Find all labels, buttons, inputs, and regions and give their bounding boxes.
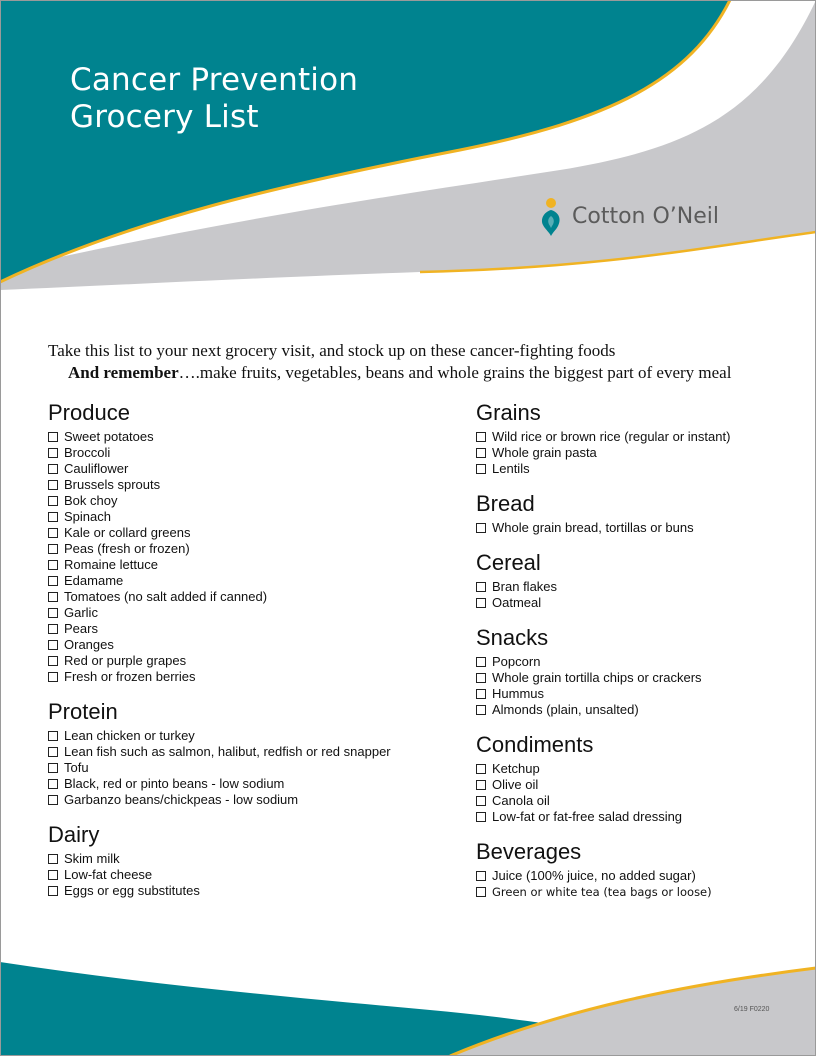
item-label: Lentils — [492, 461, 530, 476]
item-label: Whole grain bread, tortillas or buns — [492, 520, 694, 535]
list-item — [476, 884, 796, 900]
intro-line-2 — [48, 362, 788, 384]
section-heading: Condiments — [476, 732, 594, 757]
list-item — [48, 744, 448, 760]
title-line-1: Cancer Prevention — [70, 62, 359, 98]
checkbox[interactable] — [48, 672, 58, 682]
checkbox[interactable] — [476, 780, 486, 790]
logo-figure-icon — [538, 196, 564, 236]
section-beverages — [476, 839, 796, 900]
checkbox[interactable] — [48, 656, 58, 666]
section-bread — [476, 491, 796, 536]
section-heading: Dairy — [48, 822, 100, 847]
item-label: Skim milk — [64, 851, 120, 866]
checkbox[interactable] — [48, 640, 58, 650]
list-item — [48, 493, 448, 509]
checkbox[interactable] — [476, 432, 486, 442]
section-heading: Produce — [48, 400, 130, 425]
right-column — [476, 400, 796, 914]
cotton-oneil-logo — [538, 196, 719, 236]
list-item — [48, 477, 448, 493]
section-produce — [48, 400, 448, 685]
intro-rest: ….make fruits, vegetables, beans and whole grains the biggest part of every meal — [178, 363, 732, 382]
checkbox[interactable] — [48, 731, 58, 741]
checkbox[interactable] — [48, 608, 58, 618]
list-item — [476, 670, 796, 686]
checkbox[interactable] — [48, 854, 58, 864]
checkbox[interactable] — [48, 496, 58, 506]
list-item — [476, 654, 796, 670]
list-item — [48, 605, 448, 621]
section-snacks — [476, 625, 796, 718]
list-item — [476, 686, 796, 702]
list-item — [48, 792, 448, 808]
checkbox[interactable] — [48, 624, 58, 634]
list-item — [476, 429, 796, 445]
list-item — [48, 760, 448, 776]
title-line-2: Grocery List — [70, 99, 259, 135]
checkbox[interactable] — [476, 598, 486, 608]
list-item — [48, 776, 448, 792]
item-label: Broccoli — [64, 445, 111, 460]
checkbox[interactable] — [48, 795, 58, 805]
item-label: Sweet potatoes — [64, 429, 154, 444]
list-item — [48, 883, 448, 899]
checkbox[interactable] — [476, 871, 486, 881]
intro-line-1: Take this list to your next grocery visit, and stock up on these cancer-fighting foods — [48, 341, 616, 360]
checkbox[interactable] — [476, 705, 486, 715]
list-item — [48, 429, 448, 445]
section-heading: Grains — [476, 400, 541, 425]
item-label: Bok choy — [64, 493, 118, 508]
item-label: Whole grain pasta — [492, 445, 597, 460]
list-item — [48, 637, 448, 653]
intro-bold: And remember — [68, 363, 179, 382]
list-item — [476, 595, 796, 611]
item-label: Whole grain tortilla chips or crackers — [492, 670, 702, 685]
item-label: Edamame — [64, 573, 124, 588]
intro-text — [48, 340, 788, 384]
section-heading: Bread — [476, 491, 535, 516]
item-label: Peas (fresh or frozen) — [64, 541, 190, 556]
item-label: Cauliflower — [64, 461, 129, 476]
item-label: Black, red or pinto beans - low sodium — [64, 776, 285, 791]
section-condiments — [476, 732, 796, 825]
item-label: Oranges — [64, 637, 114, 652]
item-label: Almonds (plain, unsalted) — [492, 702, 639, 717]
list-item — [48, 728, 448, 744]
item-label: Lean chicken or turkey — [64, 728, 195, 743]
checkbox[interactable] — [48, 576, 58, 586]
list-item — [48, 541, 448, 557]
checkbox[interactable] — [48, 560, 58, 570]
list-item — [476, 809, 796, 825]
logo-text: Cotton O’Neil — [572, 203, 719, 229]
checkbox[interactable] — [476, 796, 486, 806]
item-label: Kale or collard greens — [64, 525, 191, 540]
checkbox[interactable] — [476, 582, 486, 592]
list-item — [476, 579, 796, 595]
list-item — [476, 520, 796, 536]
list-item — [48, 461, 448, 477]
checkbox[interactable] — [476, 464, 486, 474]
checkbox[interactable] — [476, 812, 486, 822]
list-item — [48, 621, 448, 637]
list-item — [476, 868, 796, 884]
section-protein — [48, 699, 448, 808]
checkbox[interactable] — [48, 448, 58, 458]
item-label: Wild rice or brown rice (regular or instant) — [492, 429, 731, 444]
list-item — [476, 777, 796, 793]
checkbox[interactable] — [48, 870, 58, 880]
item-label: Popcorn — [492, 654, 541, 669]
checkbox[interactable] — [476, 887, 486, 897]
left-column — [48, 400, 448, 913]
list-item — [476, 793, 796, 809]
list-item — [48, 573, 448, 589]
section-heading: Cereal — [476, 550, 541, 575]
list-item — [476, 461, 796, 477]
form-code: 6/19 F0220 — [734, 1006, 770, 1013]
item-label: Red or purple grapes — [64, 653, 187, 668]
checkbox[interactable] — [48, 528, 58, 538]
list-item — [48, 445, 448, 461]
checkbox[interactable] — [48, 747, 58, 757]
item-label: Oatmeal — [492, 595, 542, 610]
list-item — [476, 702, 796, 718]
checkbox[interactable] — [48, 544, 58, 554]
section-cereal — [476, 550, 796, 611]
list-item — [48, 557, 448, 573]
page-title — [70, 62, 358, 136]
item-label: Brussels sprouts — [64, 477, 161, 492]
item-label: Tofu — [64, 760, 89, 775]
item-label: Low-fat or fat-free salad dressing — [492, 809, 683, 824]
section-heading: Beverages — [476, 839, 582, 864]
item-label: Tomatoes (no salt added if canned) — [64, 589, 268, 604]
checkbox[interactable] — [48, 512, 58, 522]
item-label: Romaine lettuce — [64, 557, 158, 572]
item-label: Fresh or frozen berries — [64, 669, 196, 684]
list-item — [476, 761, 796, 777]
section-heading: Snacks — [476, 625, 549, 650]
list-item — [48, 589, 448, 605]
item-label: Green or white tea (tea bags or loose) — [492, 885, 712, 899]
checkbox[interactable] — [48, 464, 58, 474]
list-item — [48, 669, 448, 685]
item-label: Pears — [64, 621, 98, 636]
item-label: Bran flakes — [492, 579, 558, 594]
item-label: Hummus — [492, 686, 545, 701]
section-dairy — [48, 822, 448, 899]
checkbox[interactable] — [48, 592, 58, 602]
section-grains — [476, 400, 796, 477]
checkbox[interactable] — [476, 523, 486, 533]
list-item — [476, 445, 796, 461]
checkbox[interactable] — [476, 673, 486, 683]
item-label: Juice (100% juice, no added sugar) — [492, 868, 696, 883]
list-item — [48, 653, 448, 669]
list-item — [48, 525, 448, 541]
checkbox[interactable] — [48, 432, 58, 442]
item-label: Eggs or egg substitutes — [64, 883, 200, 898]
checkbox[interactable] — [476, 689, 486, 699]
checkbox[interactable] — [48, 480, 58, 490]
item-label: Spinach — [64, 509, 111, 524]
item-label: Ketchup — [492, 761, 540, 776]
item-label: Olive oil — [492, 777, 539, 792]
checkbox[interactable] — [48, 763, 58, 773]
item-label: Canola oil — [492, 793, 550, 808]
checkbox[interactable] — [48, 886, 58, 896]
item-label: Low-fat cheese — [64, 867, 153, 882]
list-item — [48, 509, 448, 525]
item-label: Garbanzo beans/chickpeas - low sodium — [64, 792, 299, 807]
checkbox[interactable] — [48, 779, 58, 789]
checkbox[interactable] — [476, 657, 486, 667]
checkbox[interactable] — [476, 764, 486, 774]
list-item — [48, 851, 448, 867]
item-label: Garlic — [64, 605, 98, 620]
section-heading: Protein — [48, 699, 118, 724]
checkbox[interactable] — [476, 448, 486, 458]
item-label: Lean fish such as salmon, halibut, redfish or red snapper — [64, 744, 391, 759]
list-item — [48, 867, 448, 883]
